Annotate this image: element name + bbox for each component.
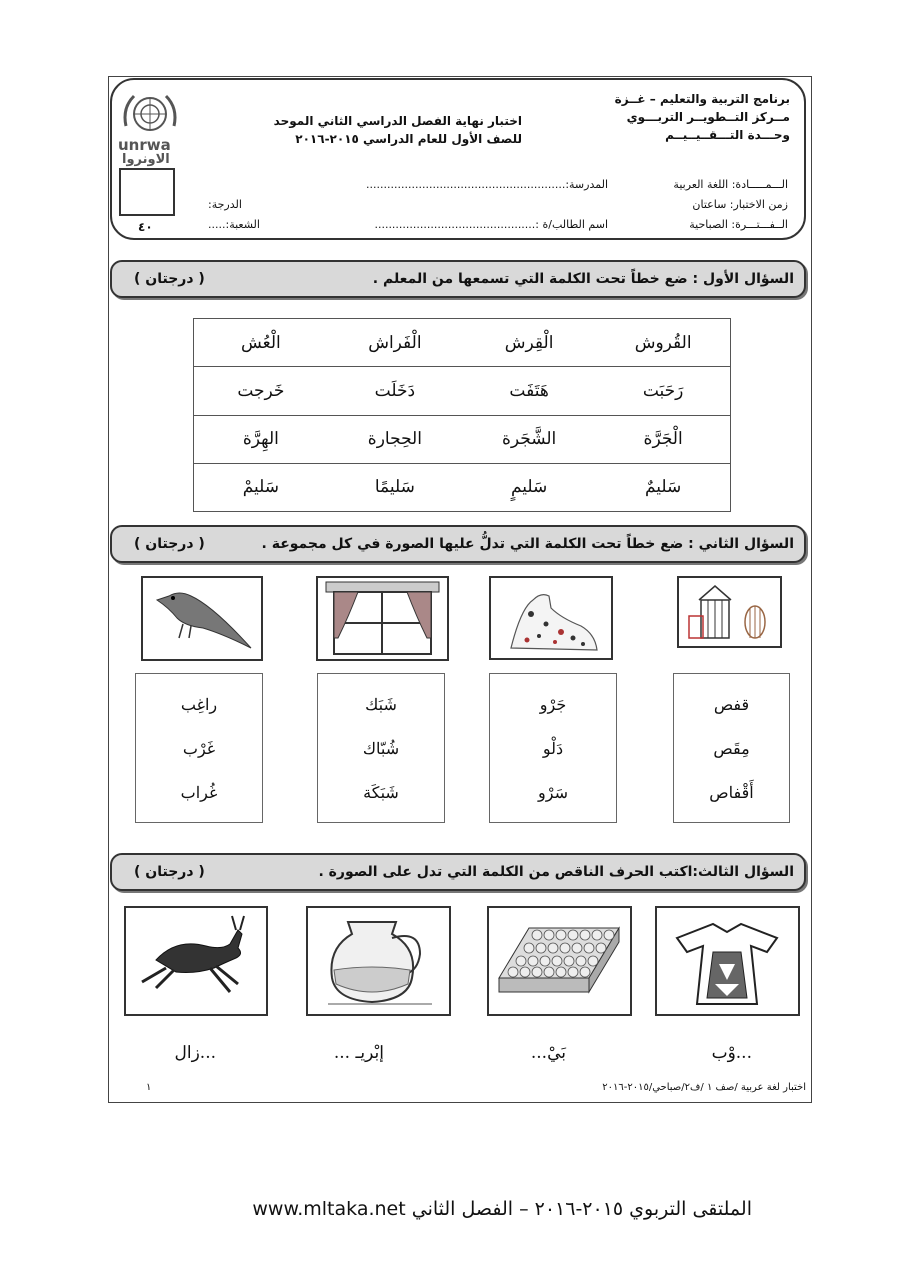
site-footer-line: الملتقى التربوي ٢٠١٥-٢٠١٦ – الفصل الثاني www.mltaka.net [252, 1198, 752, 1220]
jug-icon [308, 908, 449, 1014]
word-option[interactable]: القُروش [596, 319, 730, 367]
word-option[interactable]: قفص [713, 694, 750, 714]
duration-field: زمن الاختبار: ساعتان [692, 198, 788, 211]
word-option[interactable]: سَليمٍ [462, 463, 596, 511]
table-row [194, 367, 731, 415]
grade-field[interactable]: الدرجة: [208, 198, 242, 211]
word-group-2 [489, 673, 617, 823]
word-option[interactable]: الهِرَّة [194, 415, 328, 463]
word-option[interactable]: سَليمًا [328, 463, 462, 511]
missing-letter-word-2[interactable]: بَيْ... [530, 1043, 566, 1063]
score-total: ٤٠ [138, 220, 153, 234]
window-icon [318, 578, 447, 659]
section-field[interactable]: الشعبة:..... [208, 218, 260, 231]
crow-picture [141, 576, 263, 661]
student-name-field[interactable]: اسم الطالب/ة :.............................................. [374, 218, 608, 231]
word-option[interactable]: رَحَبَت [596, 367, 730, 415]
question-3-marks: ( درجتان ) [134, 864, 205, 880]
word-option[interactable]: جَرْو [539, 694, 567, 714]
missing-letter-word-3[interactable]: إبْريـ ... [333, 1043, 384, 1063]
question-3-bar [110, 853, 806, 891]
school-field[interactable]: المدرسة:......................................................... [366, 178, 608, 191]
logo-latin-text: unrwa [118, 136, 171, 154]
birdcage-icon [679, 578, 780, 646]
question-1-word-table [193, 318, 731, 512]
word-option[interactable]: الحِجارة [328, 415, 462, 463]
gazelle-picture [124, 906, 268, 1016]
word-option[interactable]: غُراب [180, 782, 218, 802]
period-field: الــفـــتـــرة: الصباحية [689, 218, 788, 231]
header-org-line-3: وحـــدة التـــقــيــيــم [665, 128, 790, 142]
table-row [194, 415, 731, 463]
egg-tray-picture [487, 906, 632, 1016]
birdcage-picture [677, 576, 782, 648]
unrwa-logo [118, 92, 182, 168]
question-1-title: السؤال الأول : ضع خطاً تحت الكلمة التي تسمعها من المعلم . [372, 271, 794, 287]
exam-reference: اختبار لغة عربية /صف ١ /ف٢/صباحي/٢٠١٥-٢٠١٦ [602, 1082, 806, 1093]
word-option[interactable]: شَبَكَة [363, 782, 399, 802]
jug-picture [306, 906, 451, 1016]
logo-arabic-text: الاونروا [122, 152, 170, 167]
header-org-line-2: مــركز التــطويــر التربـــوي [626, 110, 790, 124]
word-option[interactable]: راغِب [180, 694, 218, 714]
exam-header [110, 78, 806, 240]
word-option[interactable]: دَلْو [542, 738, 564, 758]
word-option[interactable]: دَخَلَت [328, 367, 462, 415]
question-2-marks: ( درجتان ) [134, 536, 205, 552]
window-picture [316, 576, 449, 661]
subject-field: الـــمـــــادة: اللغة العربية [673, 178, 788, 191]
exam-title: اختبار نهاية الفصل الدراسي الثاني الموحد [273, 114, 522, 128]
missing-letter-word-4[interactable]: ...زال [174, 1043, 216, 1063]
word-option[interactable]: سَليمْ [194, 463, 328, 511]
word-option[interactable]: شَبَك [365, 694, 397, 714]
un-emblem-icon [118, 92, 182, 138]
exam-class-year: للصف الأول للعام الدراسي ٢٠١٥-٢٠١٦ [295, 132, 522, 146]
score-box[interactable] [119, 168, 175, 216]
word-option[interactable]: خَرجت [194, 367, 328, 415]
egg-tray-icon [489, 908, 630, 1014]
word-group-3 [317, 673, 445, 823]
dog-picture [489, 576, 613, 660]
word-option[interactable]: شُبّاك [362, 738, 400, 758]
dog-puppy-icon [491, 578, 611, 658]
word-option[interactable]: الْقِرش [462, 319, 596, 367]
word-group-4 [135, 673, 263, 823]
dress-picture [655, 906, 800, 1016]
question-1-bar [110, 260, 806, 298]
table-row [194, 463, 731, 511]
question-1-marks: ( درجتان ) [134, 271, 205, 287]
page-number: ١ [146, 1082, 152, 1093]
word-option[interactable]: هَتَفَت [462, 367, 596, 415]
word-option[interactable]: مِقَص [713, 738, 750, 758]
word-option[interactable]: غَرْب [182, 738, 216, 758]
header-org-line-1: برنامج التربية والتعليم – غــزة [614, 92, 790, 106]
word-group-1 [673, 673, 790, 823]
crow-bird-icon [143, 578, 261, 659]
question-2-bar [110, 525, 806, 563]
question-3-title: السؤال الثالث:اكتب الحرف الناقص من الكلمة التي تدل على الصورة . [318, 864, 794, 880]
question-2-title: السؤال الثاني : ضع خطاً تحت الكلمة التي تدلُّ عليها الصورة في كل مجموعة . [261, 536, 794, 552]
word-option[interactable]: الشَّجَرة [462, 415, 596, 463]
word-option[interactable]: أَقْفاص [709, 782, 754, 802]
gazelle-icon [126, 908, 266, 1014]
dress-icon [657, 908, 798, 1014]
word-option[interactable]: سَرْو [538, 782, 568, 802]
word-option[interactable]: الْعُش [194, 319, 328, 367]
table-row [194, 319, 731, 367]
word-option[interactable]: الْجَرَّة [596, 415, 730, 463]
missing-letter-word-1[interactable]: ...وْب [711, 1043, 752, 1063]
word-option[interactable]: الْفَراش [328, 319, 462, 367]
word-option[interactable]: سَليمٌ [596, 463, 730, 511]
